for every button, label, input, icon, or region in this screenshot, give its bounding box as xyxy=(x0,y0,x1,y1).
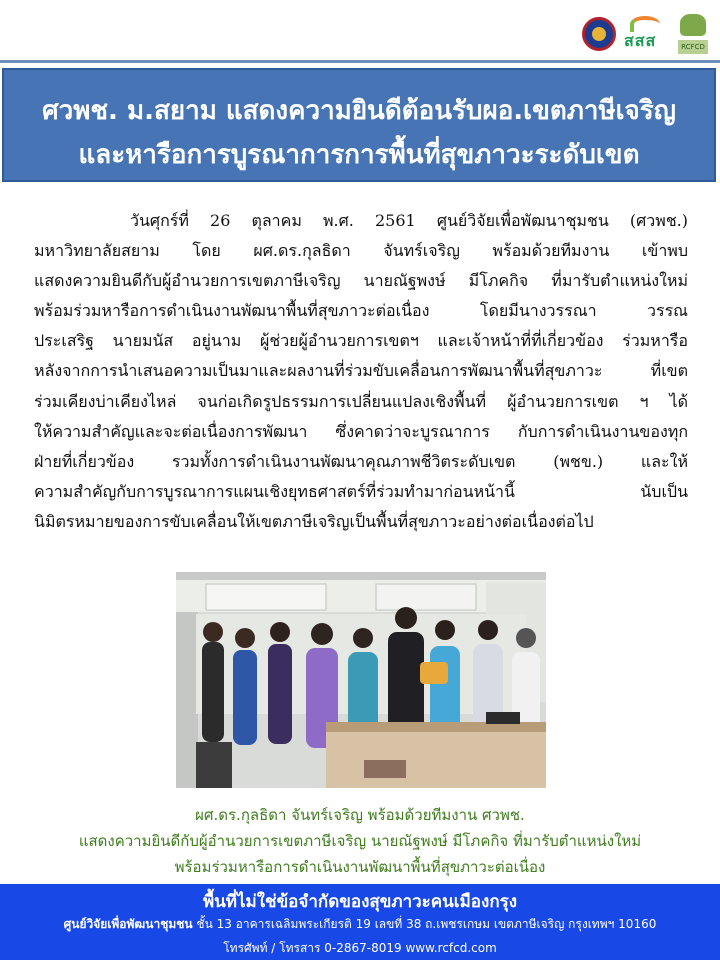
rcfcd-logo xyxy=(676,14,710,54)
footer-org-name: ศูนย์วิจัยเพื่อพัฒนาชุมชน xyxy=(63,917,193,931)
rcfcd-logo-text: RCFCD xyxy=(678,40,708,54)
footer-slogan: พื้นที่ไม่ใช่ข้อจำกัดของสุขภาวะคนเมืองกรุง xyxy=(202,892,518,912)
body-line: ร่วมเคียงบ่าเคียงไหล่ จนก่อเกิดรูปธรรมการเปลี่ยนแปลงเชิงพื้นที่ ผู้อำนวยการเขต ฯ ได้ xyxy=(34,391,688,411)
body-line: ความสำคัญกับการบูรณาการแผนเชิงยุทธศาสตร์ที่ร่วมทำมาก่อนหน้านี้ นับเป็น xyxy=(34,481,688,501)
body-line: หลังจากการนำเสนอความเป็นมาและผลงานที่ร่วมขับเคลื่อนการพัฒนาพื้นที่สุขภาวะ ที่เขต xyxy=(34,361,688,381)
thaihealth-logo xyxy=(624,14,668,54)
footer-contact: โทรศัพท์ / โทรสาร 0-2867-8019 www.rcfcd.com xyxy=(223,941,497,955)
thaihealth-logo-text: สสส xyxy=(624,31,657,50)
photo-caption-line-1: ผศ.ดร.กุลธิดา จันทร์เจริญ พร้อมด้วยทีมงาน ศวพช. xyxy=(195,806,525,824)
footer-address: ชั้น 13 อาคารเฉลิมพระเกียรติ 19 เลขที่ 38 ถ.เพชรเกษม เขตภาษีเจริญ กรุงเทพฯ 10160 xyxy=(192,917,657,931)
body-line: นิมิตรหมายของการขับเคลื่อนให้เขตภาษีเจริญเป็นพื้นที่สุขภาวะอย่างต่อเนื่องต่อไป xyxy=(34,511,594,531)
body-line: ฝ่ายที่เกี่ยวข้อง รวมทั้งการดำเนินงานพัฒนาคุณภาพชีวิตระดับเขต (พชข.) และให้ xyxy=(34,451,688,471)
footer-address-line xyxy=(0,915,720,934)
header-logos xyxy=(582,12,710,56)
title-line-1: ศวพช. ม.สยาม แสดงความยินดีต้อนรับผอ.เขตภาษีเจริญ xyxy=(42,96,676,126)
title-banner xyxy=(2,68,716,182)
article-body xyxy=(34,206,688,537)
title-line-2: และหารือการบูรณาการการพื้นที่สุขภาวะระดับเขต xyxy=(78,140,640,170)
body-line: แสดงความยินดีกับผู้อำนวยการเขตภาษีเจริญ นายณัฐพงษ์ มีโภคกิจ ที่มารับตำแหน่งใหม่ xyxy=(34,271,688,291)
group-photo xyxy=(176,572,546,788)
body-line: ให้ความสำคัญและจะต่อเนื่องการพัฒนา ซึ่งคาดว่าจะบูรณาการ กับการดำเนินงานของทุก xyxy=(34,421,688,441)
body-line: วันศุกร์ที่ 26 ตุลาคม พ.ศ. 2561 ศูนย์วิจัยเพื่อพัฒนาชุมชน (ศวพช.) xyxy=(130,211,688,230)
body-line: พร้อมร่วมหารือการดำเนินงานพัฒนาพื้นที่สุขภาวะต่อเนื่อง โดยมีนางวรรณา วรรณ xyxy=(34,301,688,321)
photo-caption-line-2: แสดงความยินดีกับผู้อำนวยการเขตภาษีเจริญ นายณัฐพงษ์ มีโภคกิจ ที่มารับตำแหน่งใหม่ xyxy=(78,832,642,850)
header-divider xyxy=(0,60,720,63)
footer-band xyxy=(0,884,720,960)
university-seal-icon xyxy=(582,17,616,51)
body-line: มหาวิทยาลัยสยาม โดย ผศ.ดร.กุลธิดา จันทร์เจริญ พร้อมด้วยทีมงาน เข้าพบ xyxy=(34,241,688,261)
body-line: ประเสริฐ นายมนัส อยู่นาม ผู้ช่วยผู้อำนวยการเขตฯ และเจ้าหน้าที่ที่เกี่ยวข้อง ร่วมหารือ xyxy=(34,331,688,351)
photo-caption-line-3: พร้อมร่วมหารือการดำเนินงานพัฒนาพื้นที่สุขภาวะต่อเนื่อง xyxy=(174,858,546,876)
